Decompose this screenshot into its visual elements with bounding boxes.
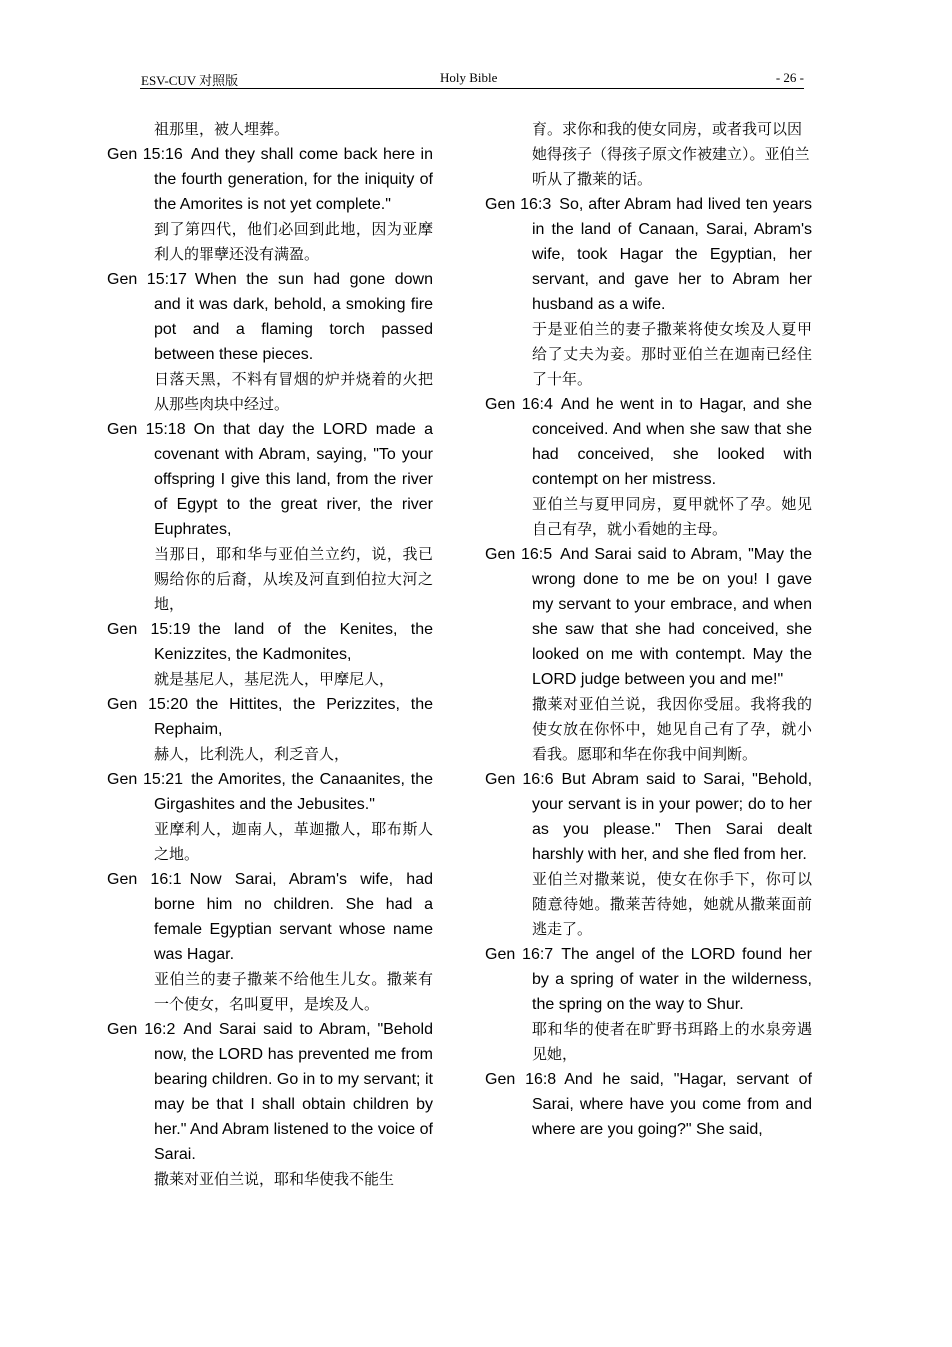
verse-english-text: And Sarai said to Abram, "May the wrong done to me be on you! I gave my servant to your embrace, and when she saw that she had conceived, she looked on me with contempt. May the LORD judge between you and me!" xyxy=(532,546,812,688)
verse-reference: Gen 15:20 xyxy=(107,696,189,713)
verse-english xyxy=(107,142,433,217)
verse-english-text: Now Sarai, Abram's wife, had borne him no children. She had a female Egyptian servant whose name was Hagar. xyxy=(154,871,434,963)
verse xyxy=(107,142,433,267)
header-title: Holy Bible xyxy=(440,70,498,85)
verse-reference: Gen 16:3 xyxy=(485,196,552,213)
verse-reference: Gen 15:18 xyxy=(107,421,186,438)
verse-chinese: 就是基尼人，基尼洗人，甲摩尼人， xyxy=(154,670,395,688)
verse-chinese: 亚伯兰与夏甲同房，夏甲就怀了孕。她见自己有孕，就小看她的主母。 xyxy=(532,495,812,538)
verse-chinese: 于是亚伯兰的妻子撒莱将使女埃及人夏甲给了丈夫为妾。那时亚伯兰在迦南已经住了十年。 xyxy=(532,320,812,388)
verse-chinese: 亚摩利人，迦南人，革迦撒人，耶布斯人之地。 xyxy=(154,820,433,863)
verse xyxy=(107,692,433,767)
verse-english xyxy=(485,392,812,492)
right-column xyxy=(485,117,812,1142)
verse-reference: Gen 16:2 xyxy=(107,1021,176,1038)
verse-chinese: 日落天黑，不料有冒烟的炉并烧着的火把从那些肉块中经过。 xyxy=(154,370,433,413)
verse-english-text: When the sun had gone down and it was dark, behold, a smoking fire pot and a flaming torch passed between these pieces. xyxy=(154,271,433,363)
verse-chinese: 撒莱对亚伯兰说，我因你受屈。我将我的使女放在你怀中，她见自己有了孕，就小看我。愿耶和华在你我中间判断。 xyxy=(532,695,812,763)
verse-english-text: the Amorites, the Canaanites, the Girgashites and the Jebusites." xyxy=(154,771,433,813)
verse-reference: Gen 16:7 xyxy=(485,946,554,963)
verse-chinese: 到了第四代，他们必回到此地，因为亚摩利人的罪孽还没有满盈。 xyxy=(154,220,433,263)
verse-english-text: the Hittites, the Perizzites, the Rephaim, xyxy=(154,696,433,738)
verse-chinese: 耶和华的使者在旷野书珥路上的水泉旁遇见她， xyxy=(532,1020,812,1063)
verse xyxy=(485,542,812,767)
verse-reference: Gen 16:4 xyxy=(485,396,553,413)
continued-chinese-text: 育。求你和我的使女同房，或者我可以因她得孩子（得孩子原文作被建立）。亚伯兰听从了撒莱的话。 xyxy=(532,120,810,188)
verse-english-text: And he said, "Hagar, servant of Sarai, where have you come from and where are you going?" She said, xyxy=(532,1071,812,1138)
verse-english xyxy=(485,542,812,692)
verse-chinese: 当那日，耶和华与亚伯兰立约，说，我已赐给你的后裔，从埃及河直到伯拉大河之地， xyxy=(154,545,433,613)
verse-english-text: And Sarai said to Abram, "Behold now, the LORD has prevented me from bearing children. Go in to my servant; it may be that I shall obtain children by her." And Abram listened to the voice of Sarai. xyxy=(154,1021,433,1163)
verse-english-text: On that day the LORD made a covenant with Abram, saying, "To your offspring I give this land, from the river of Egypt to the great river, the river Euphrates, xyxy=(154,421,433,538)
verse-english xyxy=(485,767,812,867)
verse-english xyxy=(107,767,433,817)
verse-chinese: 赫人，比利洗人，利乏音人， xyxy=(154,745,350,763)
continued-chinese-text: 祖那里，被人埋葬。 xyxy=(154,120,290,138)
verse-reference: Gen 15:19 xyxy=(107,621,191,638)
verse-english-text: And they shall come back here in the fourth generation, for the iniquity of the Amorites is not yet complete." xyxy=(154,146,433,213)
verse xyxy=(107,417,433,617)
header-edition: ESV-CUV 对照版 xyxy=(141,73,239,88)
verse-english xyxy=(107,267,433,367)
verse-english xyxy=(107,617,433,667)
verse-english xyxy=(107,867,433,967)
verse xyxy=(485,767,812,942)
verse-english xyxy=(485,942,812,1017)
verse xyxy=(107,1017,433,1192)
left-column xyxy=(107,117,433,1192)
verse-reference: Gen 15:17 xyxy=(107,271,187,288)
page-header xyxy=(140,70,804,89)
verse-english xyxy=(107,1017,433,1167)
verse xyxy=(107,617,433,692)
verse-chinese: 撒莱对亚伯兰说，耶和华使我不能生 xyxy=(154,1170,395,1188)
verse-english-text: So, after Abram had lived ten years in the land of Canaan, Sarai, Abram's wife, took Hagar the Egyptian, her servant, and gave her to Abram her husband as a wife. xyxy=(532,196,812,313)
verse xyxy=(485,942,812,1067)
verse xyxy=(107,867,433,1017)
verse-english-text: And he went in to Hagar, and she conceived. And when she saw that she had conceived, she looked with contempt on her mistress. xyxy=(532,396,813,488)
verse-reference: Gen 15:16 xyxy=(107,146,183,163)
verse xyxy=(485,192,812,392)
verse-english xyxy=(485,1067,812,1142)
verse-english-text: the land of the Kenites, the Kenizzites, the Kadmonites, xyxy=(154,621,433,663)
verse-chinese: 亚伯兰的妻子撒莱不给他生儿女。撒莱有一个使女，名叫夏甲，是埃及人。 xyxy=(154,970,433,1013)
verse-reference: Gen 16:5 xyxy=(485,546,553,563)
verse-english xyxy=(107,417,433,542)
verse xyxy=(485,1067,812,1142)
verse-reference: Gen 15:21 xyxy=(107,771,184,788)
verse-reference: Gen 16:6 xyxy=(485,771,554,788)
verse-reference: Gen 16:8 xyxy=(485,1071,557,1088)
verse-english-text: The angel of the LORD found her by a spring of water in the wilderness, the spring on the way to Shur. xyxy=(532,946,813,1013)
verse xyxy=(107,767,433,867)
verse xyxy=(485,392,812,542)
verse-chinese: 亚伯兰对撒莱说，使女在你手下，你可以随意待她。撒莱苦待她，她就从撒莱面前逃走了。 xyxy=(532,870,812,938)
verse xyxy=(107,267,433,417)
page-number: - 26 - xyxy=(775,70,804,85)
verse-english xyxy=(485,192,812,317)
verse-english xyxy=(107,692,433,742)
verse-english-text: But Abram said to Sarai, "Behold, your servant is in your power; do to her as you please." Then Sarai dealt harshly with her, and she fled from her. xyxy=(532,771,813,863)
verse-reference: Gen 16:1 xyxy=(107,871,182,888)
